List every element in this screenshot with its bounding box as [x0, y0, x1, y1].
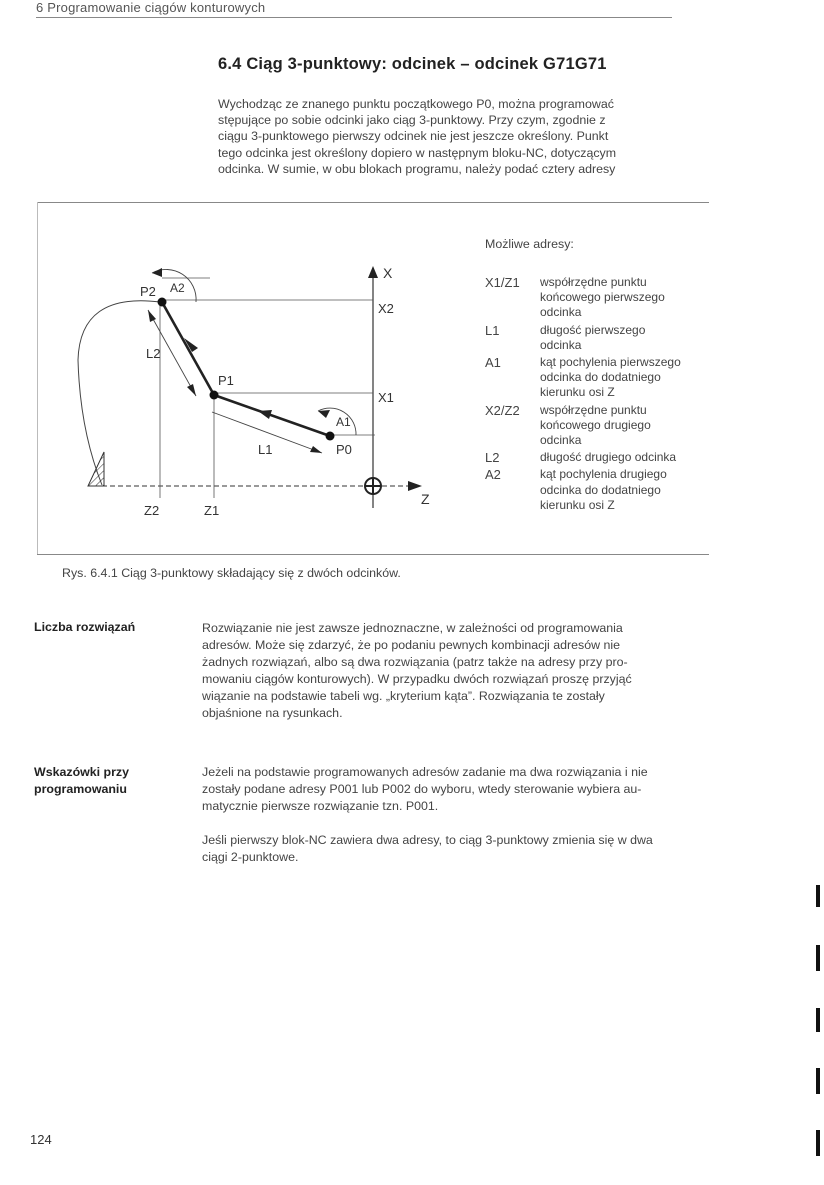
workpiece-outline — [78, 301, 160, 485]
body-line: zostały podane adresy P001 lub P002 do wyboru, wtedy sterowanie wybiera au- — [202, 782, 642, 796]
a1-label: A1 — [336, 415, 351, 429]
x-axis-arrow — [368, 266, 378, 278]
address-description — [540, 355, 711, 401]
address-line: długość pierwszego — [540, 322, 646, 337]
contour-diagram — [40, 230, 450, 530]
intro-line: odcinka. W sumie, w obu blokach programu, należy podać cztery adresy — [218, 161, 616, 176]
address-line: odcinka — [540, 433, 582, 448]
address-line: współrzędne punktu — [540, 402, 647, 417]
hatched-area — [88, 452, 104, 486]
body-line: ciągi 2-punktowe. — [202, 850, 299, 864]
p2-point — [158, 298, 167, 307]
segment-1-arrow — [258, 410, 272, 419]
p1-label: P1 — [218, 373, 234, 388]
intro-line: stępujące po sobie odcinki jako ciąg 3-punktowy. Przy czym, zgodnie z — [218, 113, 606, 128]
address-description — [540, 467, 711, 513]
address-line: długość drugiego odcinka — [540, 450, 677, 465]
body-line: Jeśli pierwszy blok-NC zawiera dwa adresy, to ciąg 3-punktowy zmienia się w dwa — [202, 833, 653, 847]
address-description — [540, 450, 711, 465]
z1-label: Z1 — [204, 503, 220, 518]
figure-caption: Rys. 6.4.1 Ciąg 3-punktowy składający się z dwóch odcinków. — [62, 566, 401, 580]
z-axis-arrow — [408, 481, 422, 491]
address-item — [485, 467, 711, 513]
p0-point — [326, 432, 335, 441]
side-heading-line: programowaniu — [34, 782, 127, 796]
figure-left-rule — [37, 202, 38, 554]
address-symbol: A2 — [485, 467, 501, 483]
address-line: współrzędne punktu — [540, 275, 647, 289]
address-symbol: A1 — [485, 355, 501, 371]
a2-label: A2 — [170, 281, 185, 295]
body-line: wiązanie na podstawie tabeli wg. „kryterium kąta”. Rozwiązania te zostały — [202, 689, 605, 703]
address-symbol: L1 — [485, 322, 500, 338]
side-heading-line: Wskazówki przy — [34, 765, 130, 779]
page-number: 124 — [30, 1132, 52, 1147]
scan-edge-mark — [816, 945, 820, 971]
body-line: Jeżeli na podstawie programowanych adresów zadanie ma dwa rozwiązania i nie — [202, 765, 648, 779]
x1-label: X1 — [378, 390, 394, 405]
addresses-heading: Możliwe adresy: — [485, 237, 574, 251]
address-line: kąt pochylenia pierwszego — [540, 355, 681, 370]
p1-point — [210, 391, 219, 400]
address-item — [485, 450, 711, 465]
intro-line: Wychodząc ze znanego punktu początkowego P0, można programować — [218, 97, 614, 111]
address-description — [540, 323, 711, 353]
x-axis-label: X — [383, 265, 393, 281]
running-header: 6 Programowanie ciągów konturowych — [36, 0, 266, 15]
x2-label: X2 — [378, 301, 394, 316]
z2-label: Z2 — [144, 503, 160, 518]
header-rule — [36, 17, 672, 18]
programming-tips-paragraph-1 — [202, 764, 742, 815]
p0-label: P0 — [336, 442, 352, 457]
addresses-list — [485, 275, 711, 515]
address-description — [540, 403, 711, 449]
intro-paragraph — [218, 96, 682, 177]
address-line: odcinka — [540, 305, 582, 320]
p2-label: P2 — [140, 284, 156, 299]
address-line: odcinka do dodatniego — [540, 370, 661, 385]
address-line: końcowego drugiego — [540, 417, 651, 432]
address-item — [485, 355, 711, 401]
body-line: adresów. Może się zdarzyć, że po podaniu pewnych kombinacji adresów nie — [202, 638, 621, 652]
intro-line: tego odcinka jest określony dopiero w następnym bloku-NC, dotyczącym — [218, 145, 617, 160]
address-line: kierunku osi Z — [540, 385, 615, 400]
scan-edge-mark — [816, 1068, 820, 1094]
address-symbol: X2/Z2 — [485, 402, 520, 418]
side-heading-programming-tips — [34, 764, 129, 798]
address-line: końcowego pierwszego — [540, 290, 665, 305]
section-title: 6.4 Ciąg 3-punktowy: odcinek – odcinek G71G71 — [218, 55, 607, 73]
side-heading-line: Liczba rozwiązań — [34, 620, 136, 634]
address-line: odcinka — [540, 337, 582, 352]
programming-tips-paragraph-2 — [202, 832, 742, 866]
body-line: matycznie pierwsze rozwiązanie tzn. P001. — [202, 799, 439, 813]
scan-edge-mark — [816, 1130, 820, 1156]
intro-line: ciągu 3-punktowego pierwszy odcinek nie jest jeszcze określony. Punkt — [218, 129, 609, 144]
body-line: żadnych rozwiązań, albo są dwa rozwiązania (patrz także na adresy przy pro- — [202, 655, 628, 669]
solutions-paragraph — [202, 620, 742, 722]
address-description — [540, 275, 711, 321]
body-line: Rozwiązanie nie jest zawsze jednoznaczne, w zależności od programowania — [202, 621, 623, 635]
segment-1 — [214, 395, 330, 436]
z-axis-label: Z — [421, 491, 430, 507]
address-symbol: L2 — [485, 450, 500, 466]
address-line: kierunku osi Z — [540, 497, 615, 512]
address-item — [485, 403, 711, 449]
address-item — [485, 275, 711, 321]
scan-edge-mark — [816, 885, 820, 907]
address-line: kąt pochylenia drugiego — [540, 467, 667, 482]
figure-bottom-rule — [37, 554, 709, 555]
address-item — [485, 323, 711, 353]
side-heading-solutions — [34, 619, 135, 636]
figure-top-rule — [37, 202, 709, 203]
scan-edge-mark — [816, 1008, 820, 1032]
l1-label: L1 — [258, 442, 273, 457]
address-line: odcinka do dodatniego — [540, 482, 661, 497]
address-symbol: X1/Z1 — [485, 275, 520, 290]
body-line: objaśnione na rysunkach. — [202, 706, 343, 720]
l2-label: L2 — [146, 346, 161, 361]
body-line: mowaniu ciągów konturowych). W przypadku dwóch rozwiązań proszę przyjąć — [202, 672, 632, 686]
